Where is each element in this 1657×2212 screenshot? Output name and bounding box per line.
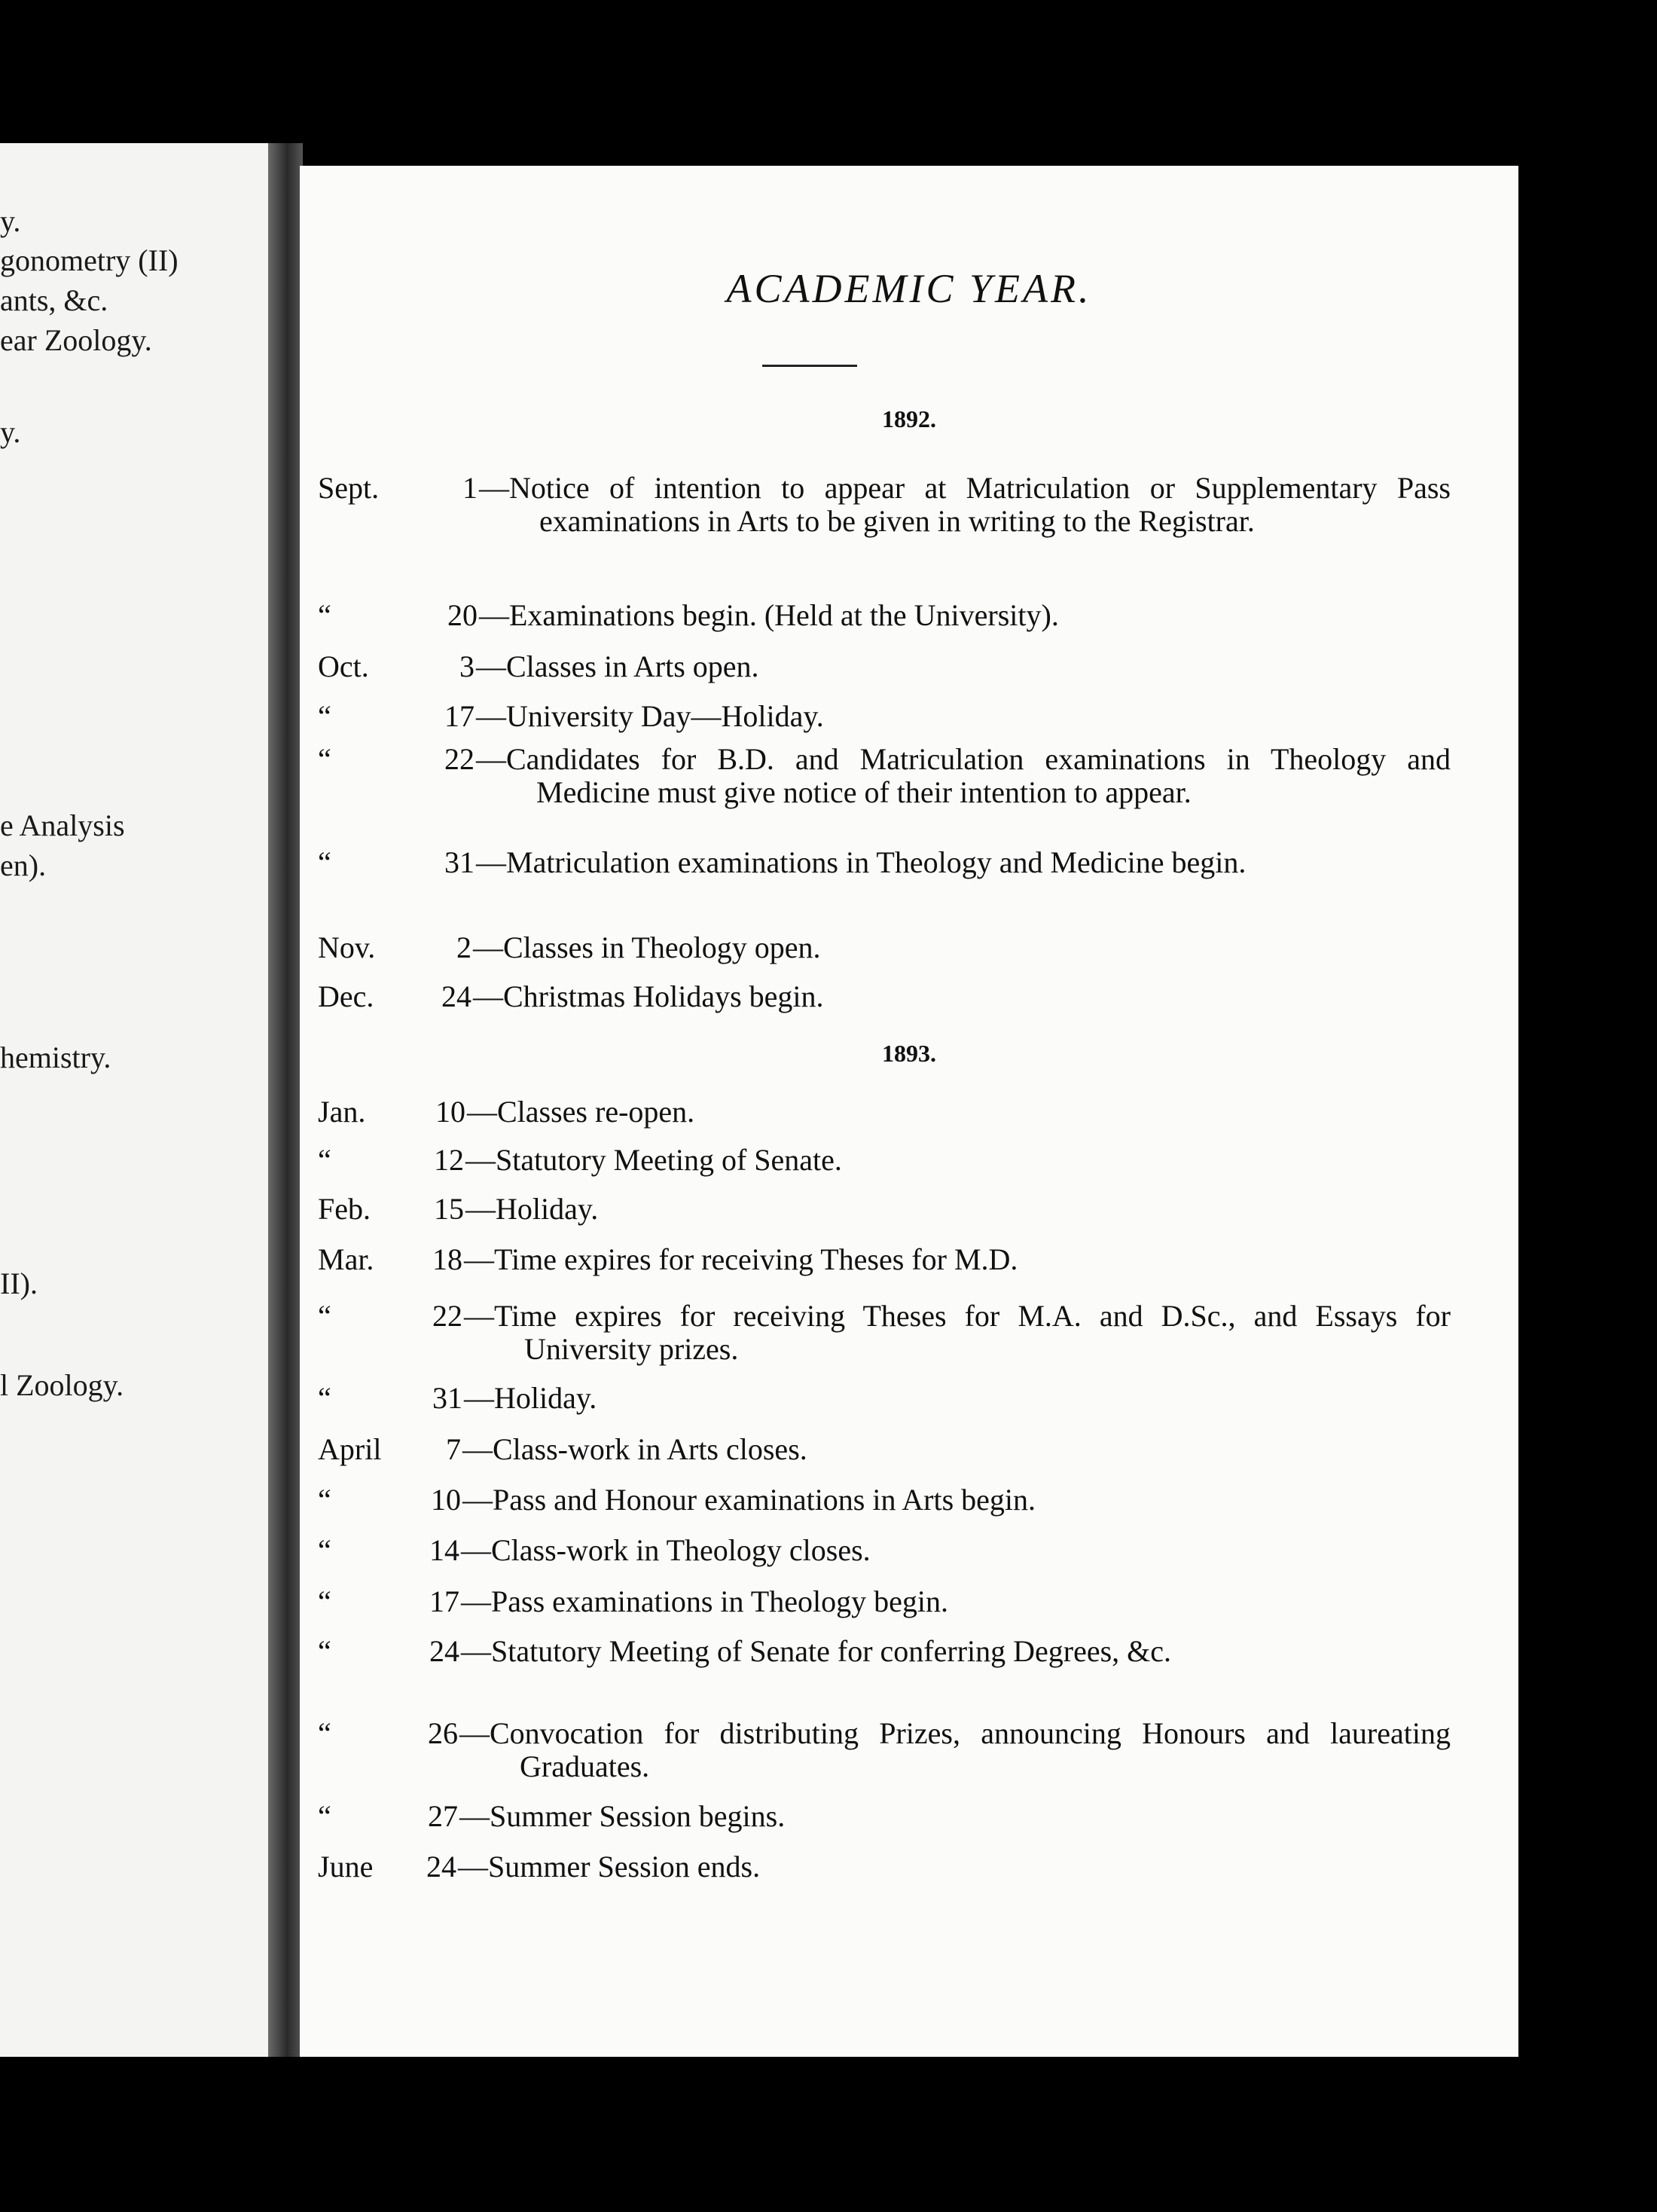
entry-day: 14 (429, 1533, 459, 1567)
left-page-fragment: y. (0, 204, 21, 238)
entry-text: Holiday. (496, 1192, 599, 1226)
entry-dash: — (476, 742, 506, 776)
entry-day: 17 (429, 1584, 459, 1618)
entry-text: Classes in Theology open. (503, 930, 821, 964)
left-page-fragment: e Analysis (0, 808, 125, 842)
entry-dash: — (461, 1584, 491, 1618)
left-page-fragment: ear Zoology. (0, 323, 152, 357)
entry-month: “ (318, 1299, 331, 1333)
entry-day: 22 (432, 1299, 462, 1333)
entry-text: Time expires for receiving Theses for M.A. and D.Sc., and Essays for University prizes. (494, 1299, 1451, 1366)
entry-dash: — (461, 1533, 491, 1567)
left-page (0, 143, 280, 2057)
entry-day: 31 (432, 1381, 462, 1415)
entry-dash: — (476, 649, 506, 683)
entry-day: 24 (429, 1634, 459, 1668)
entry-day: 31 (444, 845, 475, 879)
entry-text: Class-work in Theology closes. (491, 1533, 871, 1567)
entry-day: 15 (434, 1192, 464, 1226)
entry-day: 24 (426, 1850, 456, 1884)
entry-day: 22 (444, 742, 475, 776)
entry-day: 17 (444, 699, 475, 733)
year-heading-1893: 1893. (882, 1040, 936, 1067)
entry-dash: — (461, 1634, 491, 1668)
entry-text: Classes in Arts open. (506, 649, 759, 683)
entry-text: Holiday. (494, 1381, 597, 1415)
entry-dash: — (476, 845, 506, 879)
page-gutter (268, 143, 303, 2057)
entry-text: Statutory Meeting of Senate for conferring Degrees, &c. (491, 1634, 1172, 1668)
entry-month: “ (318, 1381, 331, 1415)
entry-month: “ (318, 1533, 331, 1567)
entry-text: Christmas Holidays begin. (503, 979, 824, 1013)
entry-month: April (318, 1432, 382, 1466)
entry-day: 26 (428, 1716, 458, 1750)
entry-day: 3 (459, 649, 475, 683)
entry-month: Dec. (318, 979, 374, 1013)
left-page-fragment: en). (0, 848, 47, 882)
left-page-fragment: hemistry. (0, 1040, 111, 1074)
entry-dash: — (459, 1799, 490, 1833)
entry-dash: — (458, 1850, 488, 1884)
entry-month: Oct. (318, 649, 369, 683)
entry-month: “ (318, 699, 331, 733)
entry-text: Pass and Honour examinations in Arts begin. (493, 1483, 1036, 1517)
year-heading-1892: 1892. (882, 405, 936, 432)
entry-text: Statutory Meeting of Senate. (496, 1143, 842, 1177)
entry-dash: — (476, 699, 506, 733)
entry-text: Pass examinations in Theology begin. (491, 1584, 948, 1618)
entry-month: “ (318, 845, 331, 879)
left-page-fragment: l Zoology. (0, 1368, 124, 1402)
entry-dash: — (464, 1242, 494, 1276)
entry-text: Examinations begin. (Held at the University). (509, 598, 1059, 632)
entry-month: Nov. (318, 930, 376, 964)
entry-month: Jan. (318, 1095, 366, 1129)
entry-day: 24 (441, 979, 471, 1013)
entry-day: 10 (431, 1483, 461, 1517)
entry-month: Sept. (318, 471, 380, 505)
entry-text: Notice of intention to appear at Matriculation or Supplementary Pass examinations in Arts to be given in writing to the Registrar. (509, 471, 1451, 538)
entry-text: Classes re-open. (497, 1095, 695, 1129)
entry-month: “ (318, 1716, 331, 1750)
entry-day: 18 (432, 1242, 462, 1276)
entry-text: Matriculation examinations in Theology and Medicine begin. (506, 845, 1247, 879)
left-page-fragment: y. (0, 415, 21, 449)
right-page (300, 166, 1518, 2057)
entry-month: “ (318, 1584, 331, 1618)
entry-dash: — (465, 1143, 496, 1177)
entry-day: 12 (434, 1143, 464, 1177)
calendar-entries (300, 166, 1518, 2057)
entry-dash: — (462, 1432, 493, 1466)
left-page-fragment: gonometry (II) (0, 243, 179, 277)
entry-month: “ (318, 742, 331, 776)
entry-dash: — (479, 598, 509, 632)
entry-month: June (318, 1850, 374, 1884)
left-page-fragment: ants, &c. (0, 283, 108, 317)
entry-day: 27 (428, 1799, 458, 1833)
entry-dash: — (459, 1716, 490, 1750)
entry-dash: — (464, 1381, 494, 1415)
entry-text: Summer Session begins. (490, 1799, 786, 1833)
entry-dash: — (473, 979, 503, 1013)
entry-text: Class-work in Arts closes. (493, 1432, 807, 1466)
entry-day: 2 (456, 930, 471, 964)
entry-day: 10 (435, 1095, 465, 1129)
entry-month: Mar. (318, 1242, 374, 1276)
entry-month: Feb. (318, 1192, 371, 1226)
entry-month: “ (318, 1483, 331, 1517)
entry-text: Candidates for B.D. and Matriculation examinations in Theology and Medicine must give notice of their intention to appear. (506, 742, 1451, 809)
entry-text: University Day—Holiday. (506, 699, 824, 733)
entry-dash: — (465, 1192, 496, 1226)
entry-dash: — (479, 471, 509, 505)
entry-dash: — (462, 1483, 493, 1517)
entry-dash: — (464, 1299, 494, 1333)
entry-month: “ (318, 1634, 331, 1668)
entry-month: “ (318, 1799, 331, 1833)
entry-month: “ (318, 1143, 331, 1177)
page-title: ACADEMIC YEAR. (726, 266, 1092, 311)
entry-month: “ (318, 598, 331, 632)
entry-text: Summer Session ends. (488, 1850, 761, 1884)
left-page-fragment: II). (0, 1266, 38, 1300)
entry-text: Convocation for distributing Prizes, announcing Honours and laureating Graduates. (490, 1716, 1451, 1783)
entry-dash: — (473, 930, 503, 964)
entry-text: Time expires for receiving Theses for M.D. (494, 1242, 1018, 1276)
entry-dash: — (467, 1095, 497, 1129)
entry-day: 20 (447, 598, 478, 632)
entry-day: 1 (462, 471, 478, 505)
entry-day: 7 (446, 1432, 461, 1466)
